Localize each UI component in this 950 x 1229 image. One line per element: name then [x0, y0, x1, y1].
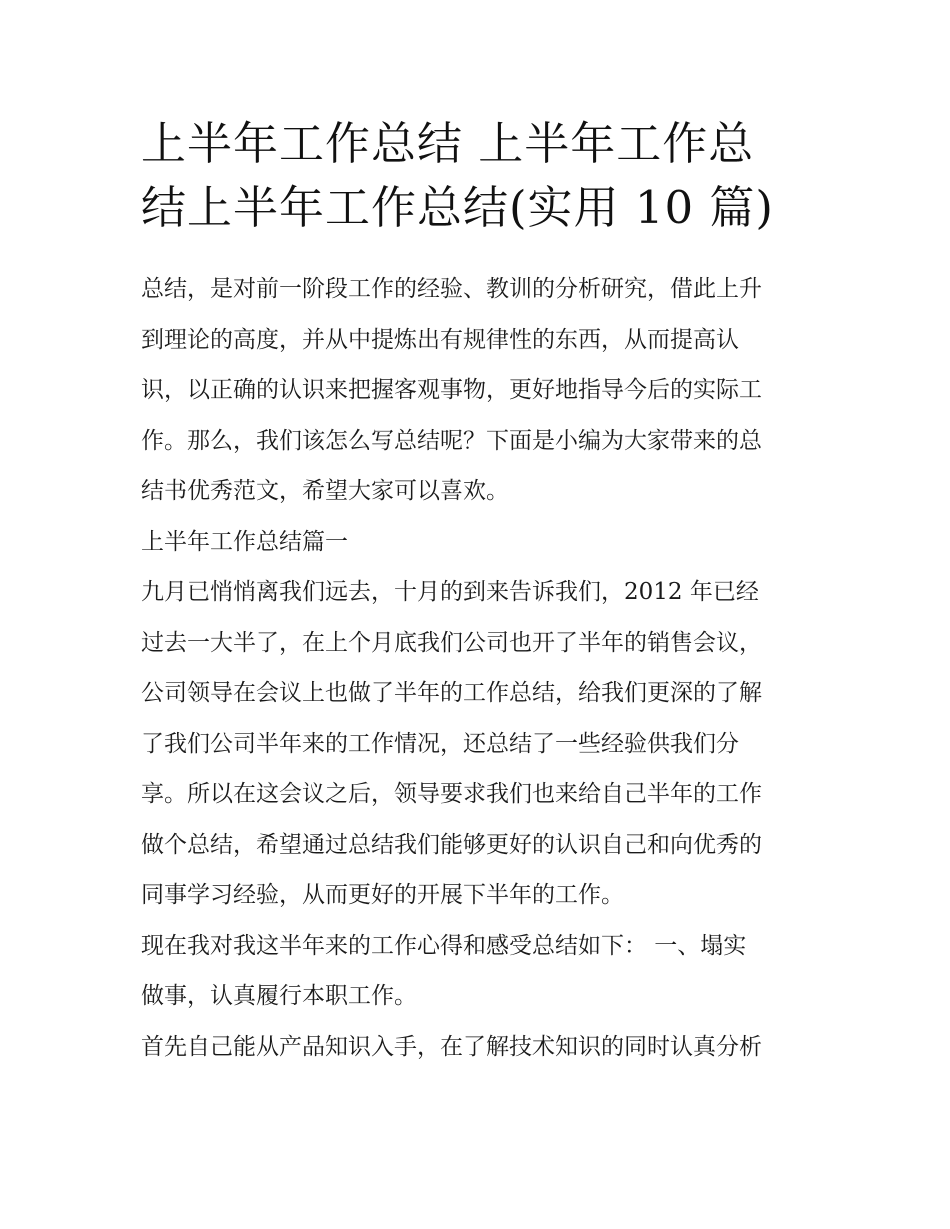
document-body — [141, 264, 813, 1072]
text-line: 总结，是对前一阶段工作的经验、教训的分析研究，借此上升 — [141, 276, 762, 302]
text-line: 做事，认真履行本职工作。 — [141, 983, 417, 1009]
body-paragraph — [141, 567, 813, 921]
title-line: 结上半年工作总结(实用 10 篇) — [141, 181, 774, 234]
text-line: 结书优秀范文，希望大家可以喜欢。 — [141, 478, 509, 504]
text-line: 同事学习经验，从而更好的开展下半年的工作。 — [141, 882, 624, 908]
body-paragraph — [141, 1022, 813, 1073]
text-line: 做个总结，希望通过总结我们能够更好的认识自己和向优秀的 — [141, 831, 762, 858]
body-paragraph — [141, 921, 813, 1022]
document-title — [141, 112, 813, 240]
intro-paragraph — [141, 264, 813, 517]
text-line: 上半年工作总结篇一 — [141, 528, 348, 555]
section-heading — [141, 517, 813, 568]
text-line: 作。那么，我们该怎么写总结呢？下面是小编为大家带来的总 — [141, 427, 762, 454]
text-line: 到理论的高度，并从中提炼出有规律性的东西，从而提高认 — [141, 326, 739, 353]
text-line: 了我们公司半年来的工作情况，还总结了一些经验供我们分 — [141, 730, 739, 757]
text-line: 九月已悄悄离我们远去，十月的到来告诉我们，2012 年已经 — [141, 579, 759, 605]
text-line: 首先自己能从产品知识入手，在了解技术知识的同时认真分析 — [141, 1033, 762, 1060]
text-line: 过去一大半了，在上个月底我们公司也开了半年的销售会议， — [141, 629, 762, 656]
title-line: 上半年工作总结 上半年工作总 — [141, 117, 755, 170]
text-line: 识，以正确的认识来把握客观事物，更好地指导今后的实际工 — [141, 377, 762, 403]
document-page — [141, 112, 813, 1072]
text-line: 享。所以在这会议之后，领导要求我们也来给自己半年的工作 — [141, 781, 762, 807]
text-line: 公司领导在会议上也做了半年的工作总结，给我们更深的了解 — [141, 680, 762, 706]
text-line: 现在我对我这半年来的工作心得和感受总结如下： 一、塌实 — [141, 932, 747, 959]
